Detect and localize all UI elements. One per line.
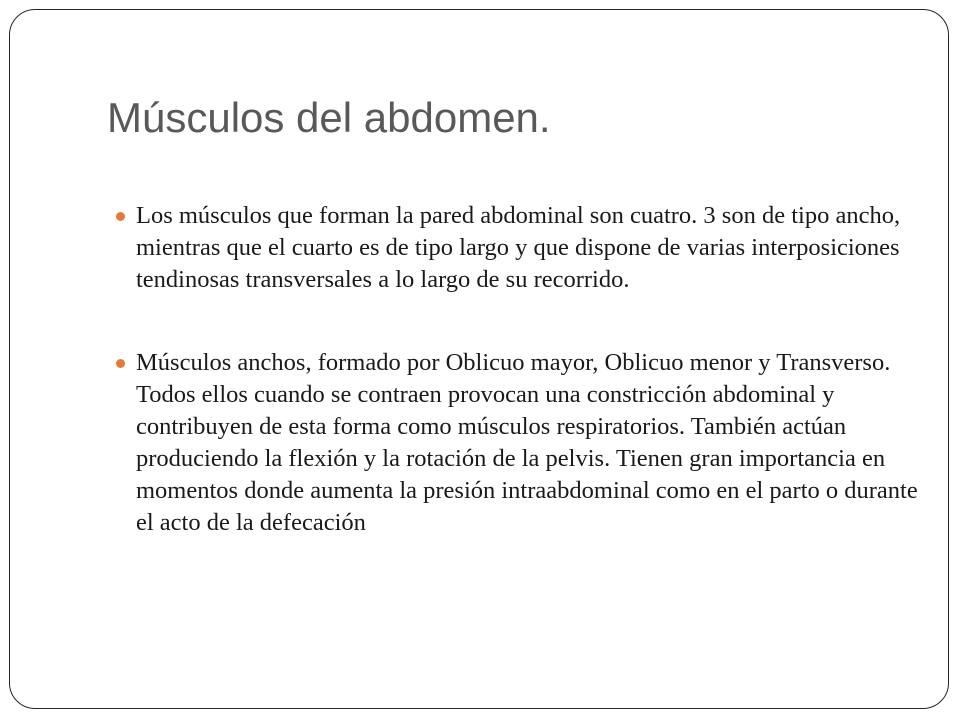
bullet-text: Los músculos que forman la pared abdominal son cuatro. 3 son de tipo ancho, mientras que el cuarto es de tipo largo y que dispone de varias interposiciones tendinosas transversales a lo largo de su recorrido. xyxy=(136,202,901,293)
bullet-item xyxy=(136,347,926,539)
bullet-item xyxy=(136,200,926,296)
bullet-dot-icon xyxy=(116,212,125,221)
bullet-text: Músculos anchos, formado por Oblicuo mayor, Oblicuo menor y Transverso. Todos ellos cuando se contraen provocan una constricción abdominal y contribuyen de esta forma como músculos respiratorios. También actúan produciendo la flexión y la rotación de la pelvis. Tienen gran importancia en momentos donde aumenta la presión intraabdominal como en el parto o durante el acto de la defecación xyxy=(136,349,918,536)
slide-frame xyxy=(9,9,949,709)
bullet-list xyxy=(136,200,926,590)
slide-title: Músculos del abdomen. xyxy=(107,94,551,141)
bullet-dot-icon xyxy=(116,359,125,368)
